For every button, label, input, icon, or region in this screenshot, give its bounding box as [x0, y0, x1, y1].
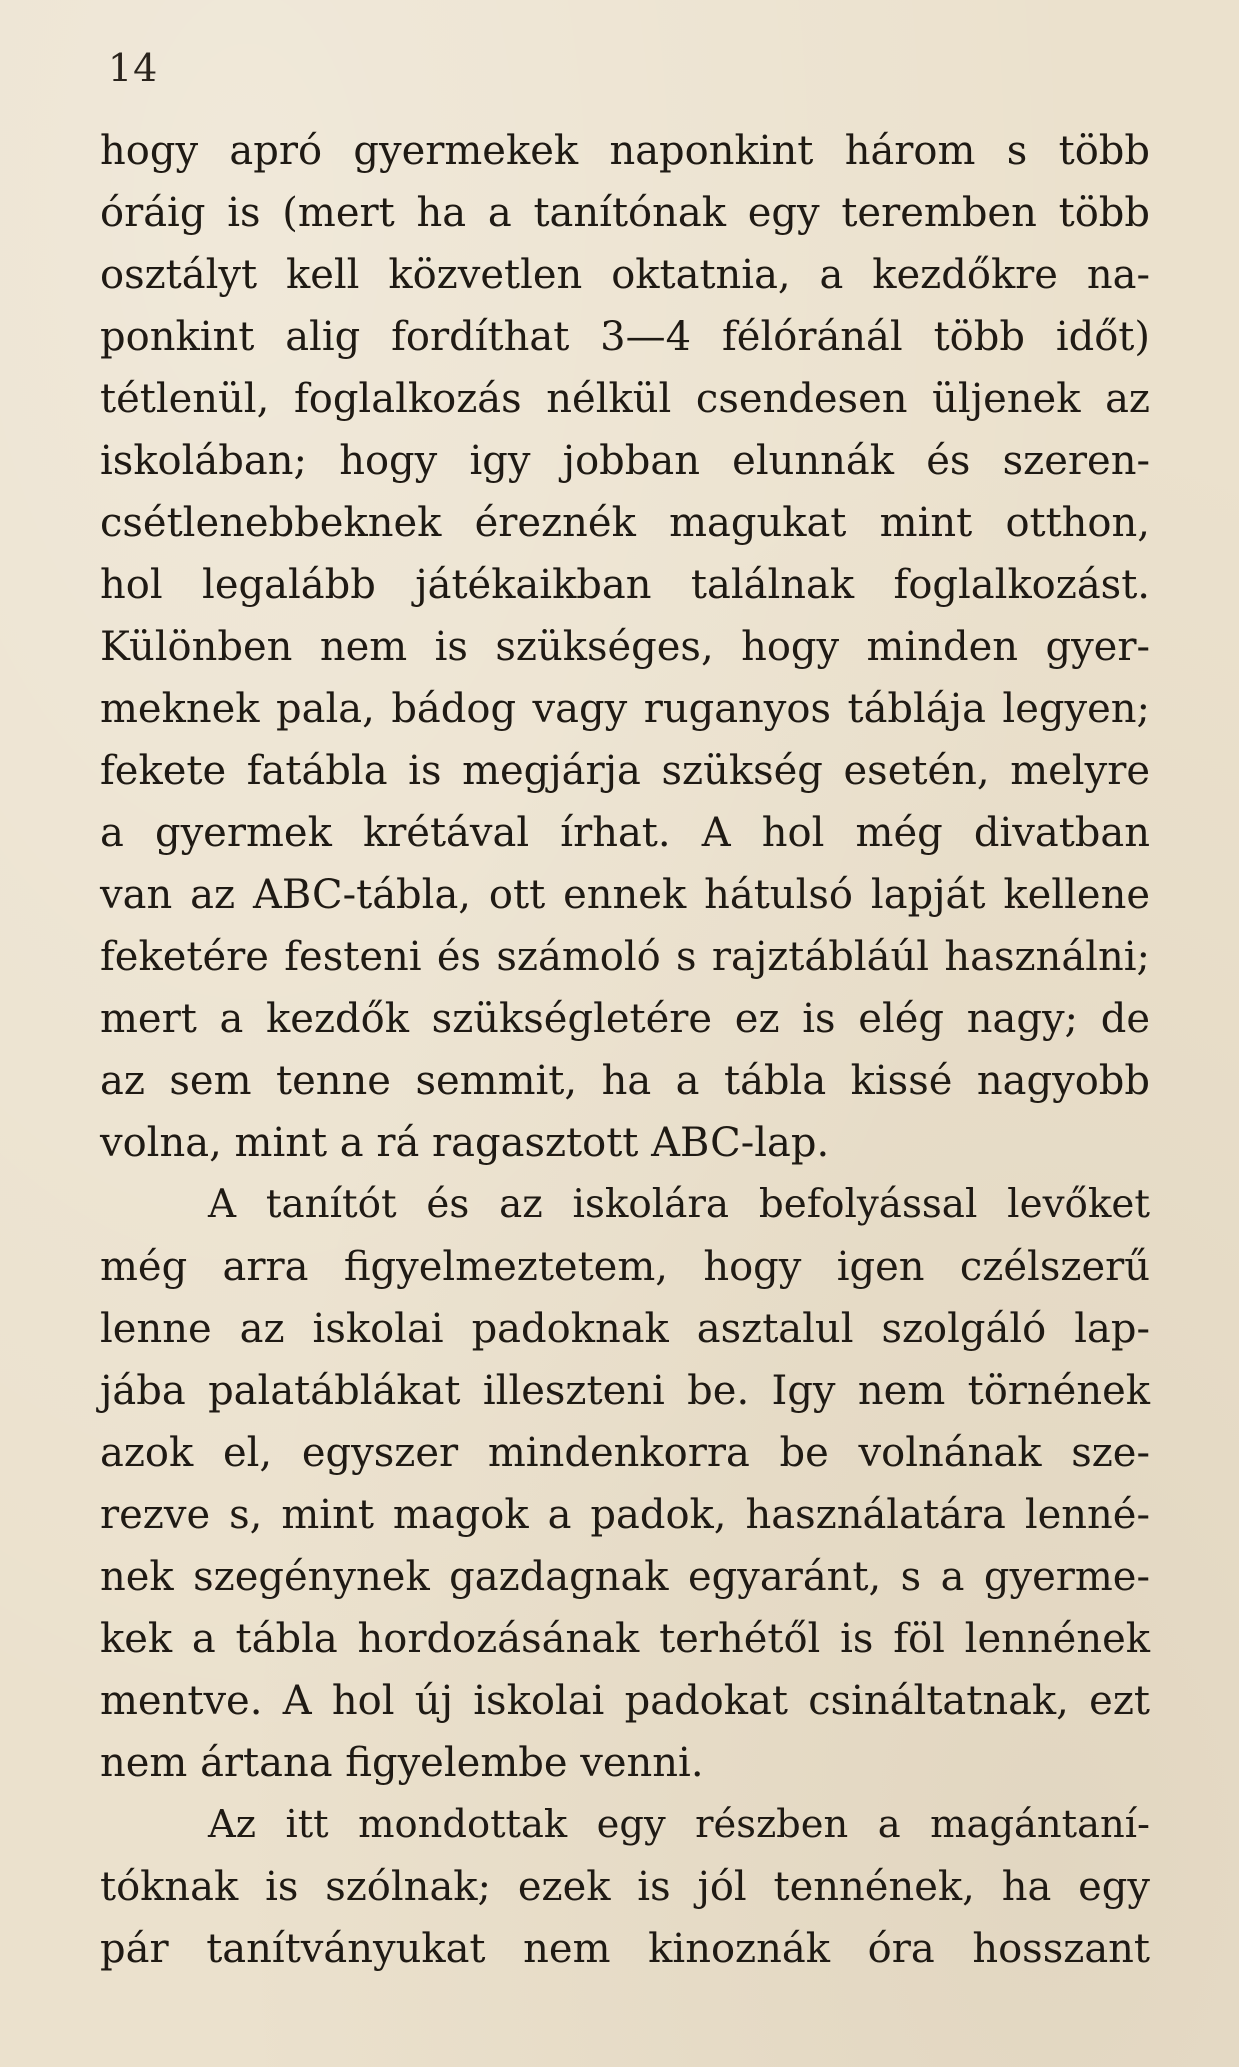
- text-line: ponkint alig fordíthat 3—4 félóránál több időt): [100, 314, 1150, 360]
- text-line: tóknak is szólnak; ezek is jól tennének, ha egy: [100, 1864, 1150, 1910]
- text-line: mentve. A hol új iskolai padokat csináltatnak, ezt: [100, 1678, 1150, 1724]
- text-line: meknek pala, bádog vagy ruganyos táblája legyen;: [100, 686, 1150, 732]
- text-line: iskolában; hogy igy jobban elunnák és szeren-: [100, 438, 1150, 484]
- text-line: feketére festeni és számoló s rajztábláúl használni;: [100, 934, 1150, 980]
- text-line: fekete fatábla is megjárja szükség esetén, melyre: [100, 748, 1150, 794]
- text-line: jába palatáblákat illeszteni be. Igy nem törnének: [100, 1368, 1150, 1414]
- text-line: rezve s, mint magok a padok, használatára lenné-: [100, 1492, 1150, 1538]
- text-line: azok el, egyszer mindenkorra be volnának sze-: [100, 1430, 1150, 1476]
- text-line: Az itt mondottak egy részben a magántaní-: [208, 1802, 1150, 1847]
- page-number: 14: [108, 46, 159, 90]
- text-line: tétlenül, foglalkozás nélkül csendesen üljenek az: [100, 376, 1150, 422]
- text-line: óráig is (mert ha a tanítónak egy teremben több: [100, 190, 1150, 236]
- text-line: hol legalább játékaikban találnak foglalkozást.: [100, 562, 1150, 608]
- text-line: Különben nem is szükséges, hogy minden gyer-: [100, 624, 1150, 670]
- text-line: mert a kezdők szükségletére ez is elég nagy; de: [100, 996, 1150, 1042]
- text-line: nem ártana figyelembe venni.: [100, 1740, 704, 1786]
- text-line: csétlenebbeknek éreznék magukat mint otthon,: [100, 500, 1150, 546]
- body-text: [100, 120, 1150, 1980]
- text-line: lenne az iskolai padoknak asztalul szolgáló lap-: [100, 1306, 1150, 1352]
- text-line: a gyermek krétával írhat. A hol még divatban: [100, 810, 1150, 856]
- text-line: kek a tábla hordozásának terhétől is föl lennének: [100, 1616, 1150, 1662]
- text-line: pár tanítványukat nem kinoznák óra hosszant: [100, 1926, 1150, 1972]
- text-line: osztályt kell közvetlen oktatnia, a kezdőkre na-: [100, 252, 1150, 298]
- text-line: az sem tenne semmit, ha a tábla kissé nagyobb: [100, 1058, 1150, 1104]
- text-line: még arra figyelmeztetem, hogy igen czélszerű: [100, 1244, 1150, 1290]
- text-line: van az ABC-tábla, ott ennek hátulsó lapját kellene: [100, 872, 1150, 918]
- text-line: A tanítót és az iskolára befolyással levőket: [208, 1182, 1150, 1227]
- text-line: volna, mint a rá ragasztott ABC-lap.: [100, 1120, 830, 1166]
- text-line: nek szegénynek gazdagnak egyaránt, s a gyerme-: [100, 1554, 1150, 1600]
- text-line: hogy apró gyermekek naponkint három s több: [100, 128, 1150, 174]
